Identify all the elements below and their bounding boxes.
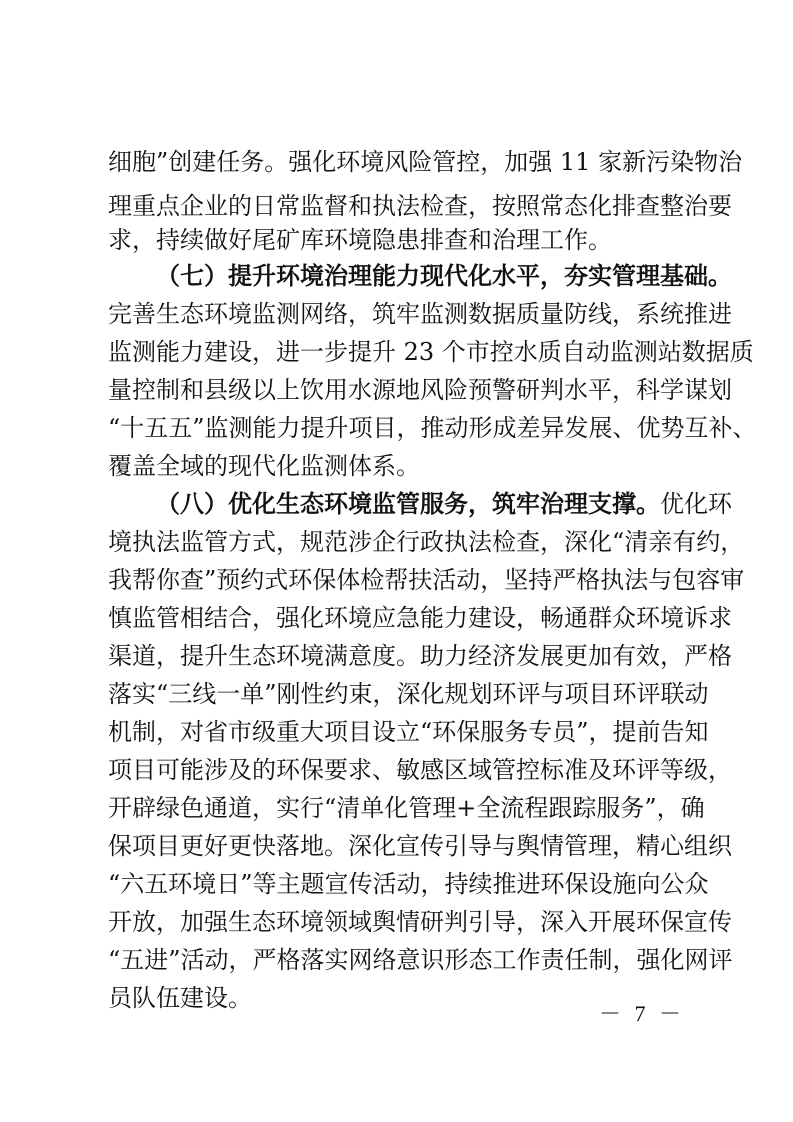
paragraph-line: 项目可能涉及的环保要求、敏感区域管控标准及环评等级，: [108, 756, 732, 784]
paragraph-line: 慎监管相结合，强化环境应急能力建设，畅通群众环境诉求: [108, 604, 732, 632]
section-heading-7: （七）提升环境治理能力现代化水平，夯实管理基础。: [156, 262, 732, 290]
paragraph-line: 渠道，提升生态环境满意度。助力经济发展更加有效，严格: [108, 642, 732, 670]
paragraph-line: 求，持续做好尾矿库环境隐患排查和治理工作。: [108, 226, 612, 254]
paragraph-line: 境执法监管方式，规范涉企行政执法检查，深化“清亲有约，: [108, 528, 745, 556]
paragraph-line: 开辟绿色通道，实行“清单化管理+全流程跟踪服务”，确: [108, 794, 705, 822]
paragraph-line: 监测能力建设，进一步提升 23 个市控水质自动监测站数据质: [108, 338, 754, 366]
paragraph-line: 我帮你查”预约式环保体检帮扶活动，坚持严格执法与包容审: [108, 566, 745, 594]
section-heading-8: （八）优化生态环境监管服务，筑牢治理支撑。: [156, 490, 660, 518]
page-number: － 7 －: [598, 1001, 685, 1026]
paragraph-line: 覆盖全域的现代化监测体系。: [108, 452, 420, 480]
paragraph-text: 优化环: [660, 490, 732, 518]
paragraph-line: 理重点企业的日常监督和执法检查，按照常态化排查整治要: [108, 192, 732, 220]
paragraph-line: “十五五”监测能力提升项目，推动形成差异发展、优势互补、: [108, 414, 757, 442]
paragraph-line: 保项目更好更快落地。深化宣传引导与舆情管理，精心组织: [108, 832, 732, 860]
paragraph-line: 开放，加强生态环境领域舆情研判引导，深入开展环保宣传: [108, 908, 732, 936]
paragraph-line: 机制，对省市级重大项目设立“环保服务专员”，提前告知: [108, 718, 709, 746]
paragraph-line: 员队伍建设。: [108, 984, 252, 1012]
section-heading-8-row: [156, 488, 732, 520]
paragraph-line: “五进”活动，严格落实网络意识形态工作责任制，强化网评: [108, 946, 733, 974]
paragraph-line: 落实“三线一单”刚性约束，深化规划环评与项目环评联动: [108, 680, 709, 708]
paragraph-line: “六五环境日”等主题宣传活动，持续推进环保设施向公众: [108, 870, 709, 898]
paragraph-line: 量控制和县级以上饮用水源地风险预警研判水平，科学谋划: [108, 376, 732, 404]
paragraph-line: 完善生态环境监测网络，筑牢监测数据质量防线，系统推进: [108, 300, 732, 328]
paragraph-line: 细胞”创建任务。强化环境风险管控，加强 11 家新污染物治: [108, 148, 743, 176]
